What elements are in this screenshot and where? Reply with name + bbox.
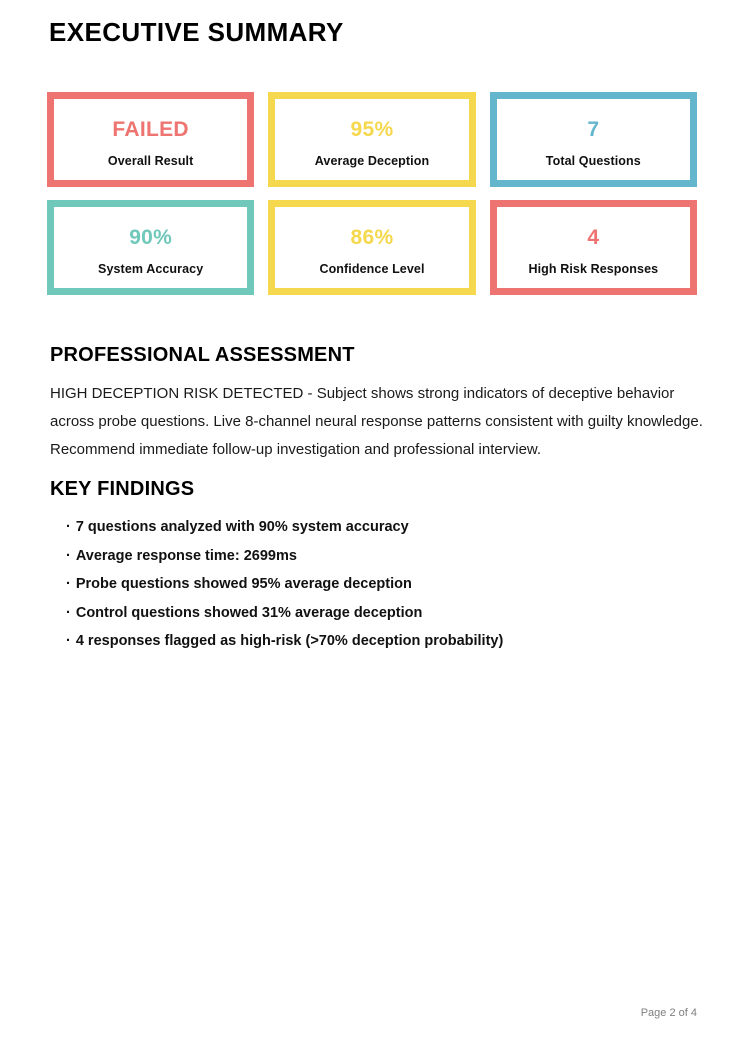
metric-value: 95% xyxy=(350,118,394,141)
metric-card xyxy=(268,92,475,187)
findings-heading: KEY FINDINGS xyxy=(50,478,195,500)
page-title: EXECUTIVE SUMMARY xyxy=(49,17,344,47)
finding-text: Control questions showed 31% average deception xyxy=(75,604,423,621)
metric-card xyxy=(47,200,254,295)
finding-item xyxy=(66,627,503,656)
metric-label: Total Questions xyxy=(545,154,641,168)
assessment-heading: PROFESSIONAL ASSESSMENT xyxy=(50,344,355,366)
assessment-body: HIGH DECEPTION RISK DETECTED - Subject shows strong indicators of deceptive behavior across probe questions. Live 8-channel neural response patterns consistent with guilty knowledge. Recommend immediate follow-up investigation and professional interview. xyxy=(50,385,703,458)
metric-label: Confidence Level xyxy=(319,262,425,276)
metric-value: 86% xyxy=(350,226,394,249)
metric-value: 4 xyxy=(587,226,600,249)
finding-item xyxy=(66,513,503,542)
metric-label: Average Deception xyxy=(314,154,430,168)
findings-list xyxy=(66,513,503,656)
page-number: Page 2 of 4 xyxy=(640,1007,697,1019)
finding-text: 7 questions analyzed with 90% system accuracy xyxy=(75,519,409,535)
bullet-dot: · xyxy=(66,547,71,564)
metric-label: Overall Result xyxy=(107,154,194,168)
bullet-dot: · xyxy=(66,633,71,649)
metric-card xyxy=(490,200,697,295)
metric-value: 90% xyxy=(129,226,173,249)
bullet-dot: · xyxy=(66,604,71,621)
finding-item xyxy=(66,542,503,571)
metric-value: FAILED xyxy=(112,118,189,141)
metric-card xyxy=(268,200,475,295)
finding-item xyxy=(66,570,503,599)
bullet-dot: · xyxy=(66,519,71,535)
finding-text: Probe questions showed 95% average deception xyxy=(75,576,412,592)
metric-card xyxy=(490,92,697,187)
metric-label: System Accuracy xyxy=(98,262,204,276)
finding-text: Average response time: 2699ms xyxy=(75,547,297,564)
finding-item xyxy=(66,599,503,628)
metric-value: 7 xyxy=(587,118,600,141)
metrics-grid xyxy=(47,92,697,295)
metric-label: High Risk Responses xyxy=(528,262,659,276)
metric-card xyxy=(47,92,254,187)
finding-text: 4 responses flagged as high-risk (>70% deception probability) xyxy=(75,633,504,649)
bullet-dot: · xyxy=(66,576,71,592)
